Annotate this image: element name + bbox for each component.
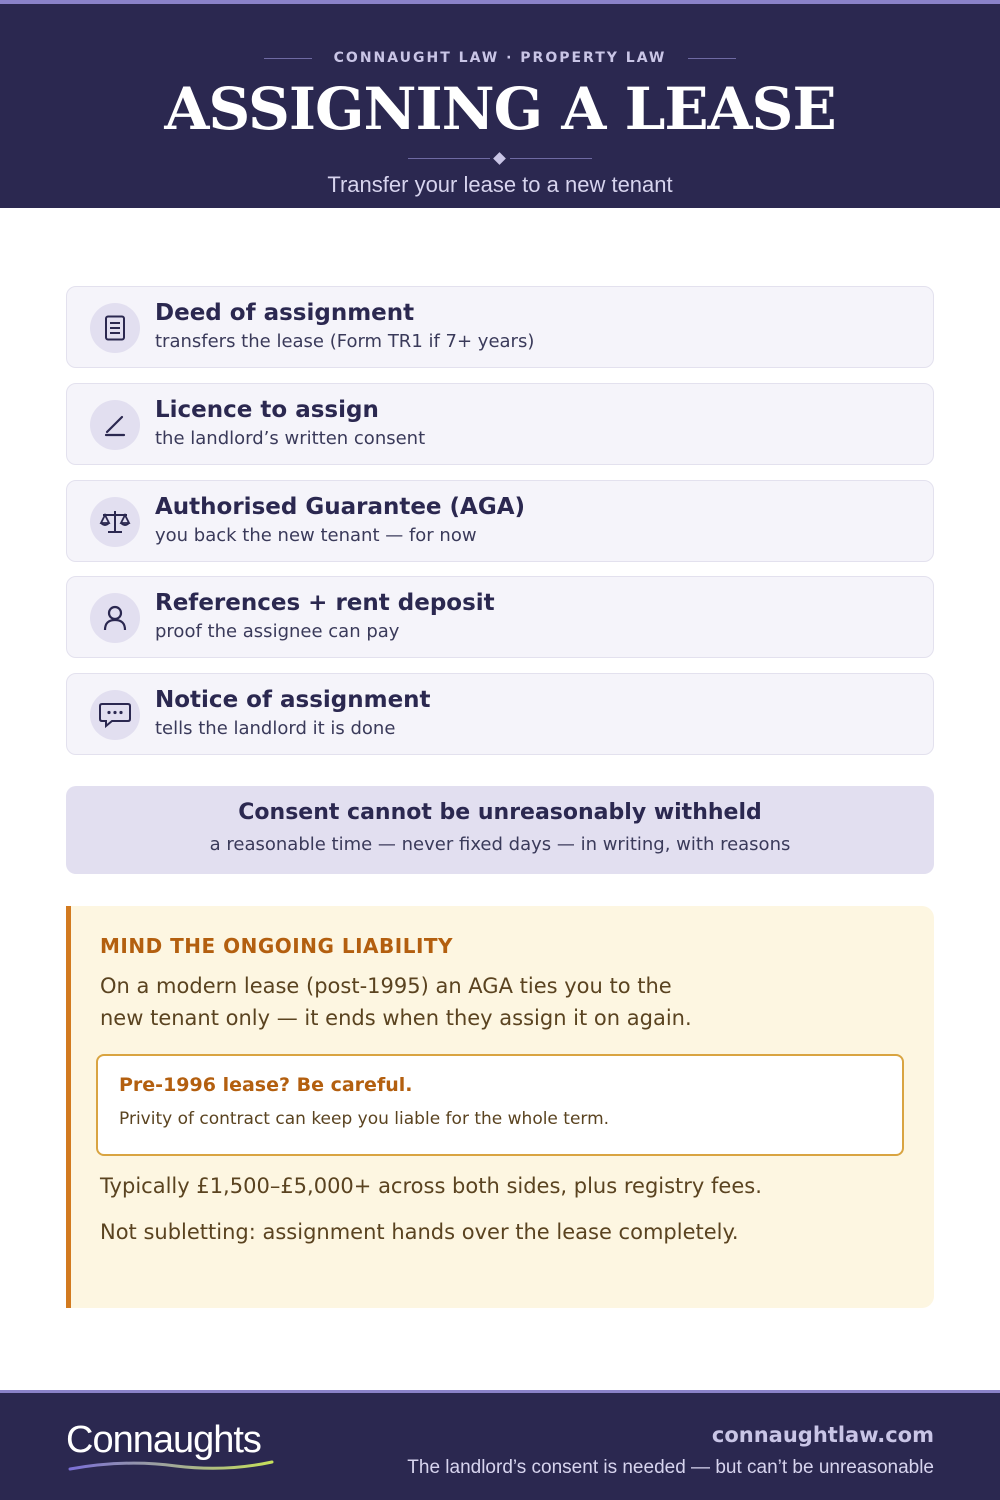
doc-desc: you back the new tenant — for now <box>155 525 477 546</box>
doc-title: Authorised Guarantee (AGA) <box>155 494 526 520</box>
doc-desc: transfers the lease (Form TR1 if 7+ years) <box>155 331 535 352</box>
subletting-note: Not subletting: assignment hands over the lease completely. <box>100 1220 739 1244</box>
liability-heading: MIND THE ONGOING LIABILITY <box>100 934 454 958</box>
doc-title: Licence to assign <box>155 397 379 423</box>
eyebrow-rule-left <box>264 58 312 59</box>
title-divider <box>408 154 592 164</box>
doc-desc: tells the landlord it is done <box>155 718 396 739</box>
page-title: ASSIGNING A LEASE <box>164 75 836 143</box>
consent-banner <box>66 786 934 874</box>
consent-subtitle: a reasonable time — never fixed days — in writing, with reasons <box>209 834 791 855</box>
doc-card-deed <box>66 286 934 368</box>
cost-note: Typically £1,500–£5,000+ across both sides, plus registry fees. <box>100 1174 762 1198</box>
document-icon <box>90 303 140 353</box>
website-link[interactable]: connaughtlaw.com <box>711 1423 934 1447</box>
doc-title: Notice of assignment <box>155 687 431 713</box>
eyebrow-text: CONNAUGHT LAW · PROPERTY LAW <box>333 50 667 66</box>
chat-bubble-icon <box>90 690 140 740</box>
doc-desc: proof the assignee can pay <box>155 621 400 642</box>
consent-title: Consent cannot be unreasonably withheld <box>238 800 762 825</box>
doc-card-licence <box>66 383 934 465</box>
connaughts-logo: Connaughts <box>66 1419 261 1461</box>
logo-wave-icon <box>66 1459 276 1473</box>
liability-body: On a modern lease (post-1995) an AGA ties you to the new tenant only — it ends when they assign it on again. <box>100 974 692 1030</box>
doc-card-notice <box>66 673 934 755</box>
pen-icon <box>90 400 140 450</box>
page-subtitle: Transfer your lease to a new tenant <box>327 172 673 197</box>
doc-title: References + rent deposit <box>155 590 495 616</box>
doc-title: Deed of assignment <box>155 300 415 326</box>
callout-body: Privity of contract can keep you liable for the whole term. <box>119 1109 610 1129</box>
doc-desc: the landlord’s written consent <box>155 428 426 449</box>
eyebrow <box>0 50 1000 66</box>
eyebrow-rule-right <box>688 58 736 59</box>
doc-card-aga <box>66 480 934 562</box>
header-banner <box>0 0 1000 208</box>
callout-title: Pre-1996 lease? Be careful. <box>119 1074 413 1096</box>
footer <box>0 1390 1000 1500</box>
doc-card-references <box>66 576 934 658</box>
scales-icon <box>90 497 140 547</box>
footer-tagline: The landlord’s consent is needed — but can’t be unreasonable <box>407 1457 934 1478</box>
pre-1996-callout <box>96 1054 904 1156</box>
person-icon <box>90 593 140 643</box>
diamond-icon <box>493 152 506 165</box>
liability-panel <box>66 906 934 1308</box>
